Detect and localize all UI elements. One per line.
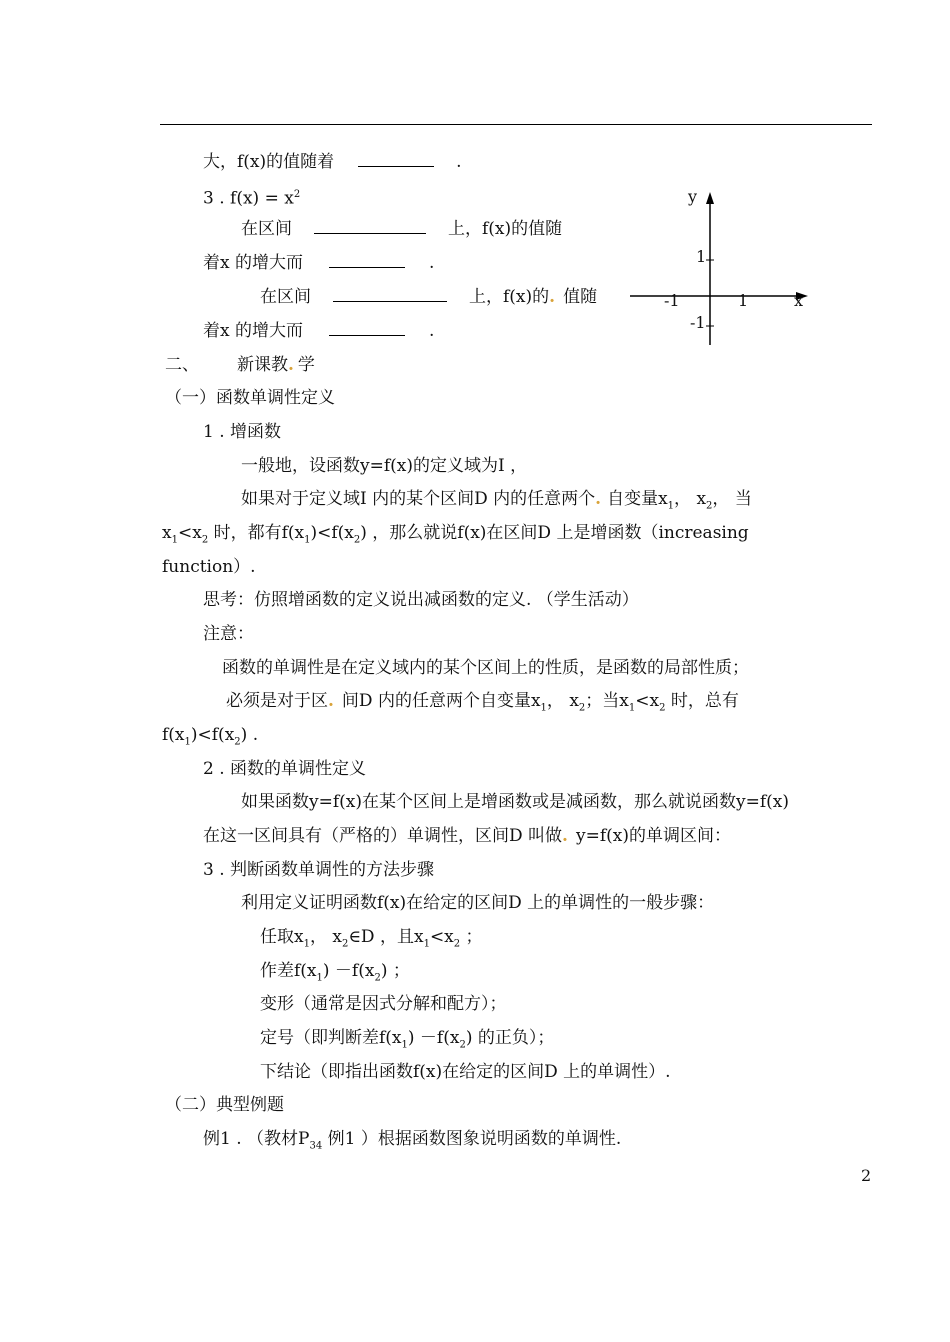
step-4: 定号（即判断差$f(x_1) -f(x_2)$ 的正负）；: [260, 1028, 555, 1051]
item-increasing-function: 1 . 增函数: [203, 422, 282, 442]
step-5: 下结论（即指出函数f(x)在给定的区间D 上的单调性）.: [260, 1062, 671, 1082]
step-3: 变形（通常是因式分解和配方）；: [260, 994, 507, 1014]
page-number: 2: [861, 1166, 872, 1185]
coordinate-axes-graph: [630, 180, 820, 350]
step-2: 作差$f(x_1) -f(x_2)$ ；: [260, 961, 410, 984]
note-label: 注意：: [203, 624, 254, 644]
line-values-follow: 大，f(x)的值随着 .: [203, 152, 462, 172]
para-definition-2: $x_1<x_2$ 时，都有$f(x_1)<f(x_2)$ ，那么就说f(x)在区间D 上是增函数（increasing: [162, 523, 749, 546]
line-increase-1: 着x 的增大而 .: [203, 253, 435, 273]
note-1: 函数的单调性是在定义域内的某个区间上的性质，是函数的局部性质；: [222, 658, 749, 678]
y-axis-label: y: [688, 187, 698, 206]
tick-y-pos: 1: [696, 247, 707, 266]
note-2: 必须是对于区. 间D 内的任意两个自变量$x_1$， $x_2$；当$x_1<x_2$ 时，总有: [226, 691, 739, 714]
item-monotonic-definition: 2 . 函数的单调性定义: [203, 759, 367, 779]
line-increase-2: 着x 的增大而 .: [203, 321, 435, 341]
para-monotonic-1: 如果函数y=f(x)在某个区间上是增函数或是减函数，那么就说函数y=f(x): [241, 792, 789, 812]
method-intro: 利用定义证明函数f(x)在给定的区间D 上的单调性的一般步骤：: [241, 893, 715, 913]
x-axis-label: x: [794, 291, 804, 310]
section-heading-2: 二、 新课教. 学: [165, 355, 315, 375]
header-rule: [160, 124, 872, 125]
subheading-examples: （二）典型例题: [165, 1095, 284, 1115]
tick-x-neg: -1: [664, 291, 680, 310]
tick-y-neg: -1: [690, 313, 706, 332]
para-domain: 一般地，设函数y=f(x)的定义域为I ，: [241, 456, 528, 476]
para-definition-1: 如果对于定义域I 内的某个区间D 内的任意两个. 自变量$x_1$， $x_2$， 当: [241, 489, 752, 512]
item-fx-square: 3 . $f(x) = x^2$: [203, 188, 301, 209]
tick-x-pos: 1: [738, 291, 749, 310]
line-interval-2: 在区间 上，f(x)的. 值随: [260, 287, 598, 307]
para-monotonic-2: 在这一区间具有（严格的）单调性，区间D 叫做. y=f(x)的单调区间：: [203, 826, 731, 846]
para-definition-3: function）.: [162, 557, 256, 577]
item-method-steps: 3 . 判断函数单调性的方法步骤: [203, 860, 435, 880]
subheading-definition: （一）函数单调性定义: [165, 388, 335, 408]
example-1: 例1 . （教材$P_{34}$ 例1 ）根据函数图象说明函数的单调性.: [203, 1129, 622, 1152]
step-1: 任取$x_1$， $x_2\in D$ ，且$x_1<x_2$ ；: [260, 927, 483, 950]
line-interval-1: 在区间 上，f(x)的值随: [241, 219, 563, 239]
think-prompt: 思考：仿照增函数的定义说出减函数的定义. （学生活动）: [203, 590, 639, 610]
note-2-cont: $f(x_1)<f(x_2)$ .: [162, 725, 259, 748]
